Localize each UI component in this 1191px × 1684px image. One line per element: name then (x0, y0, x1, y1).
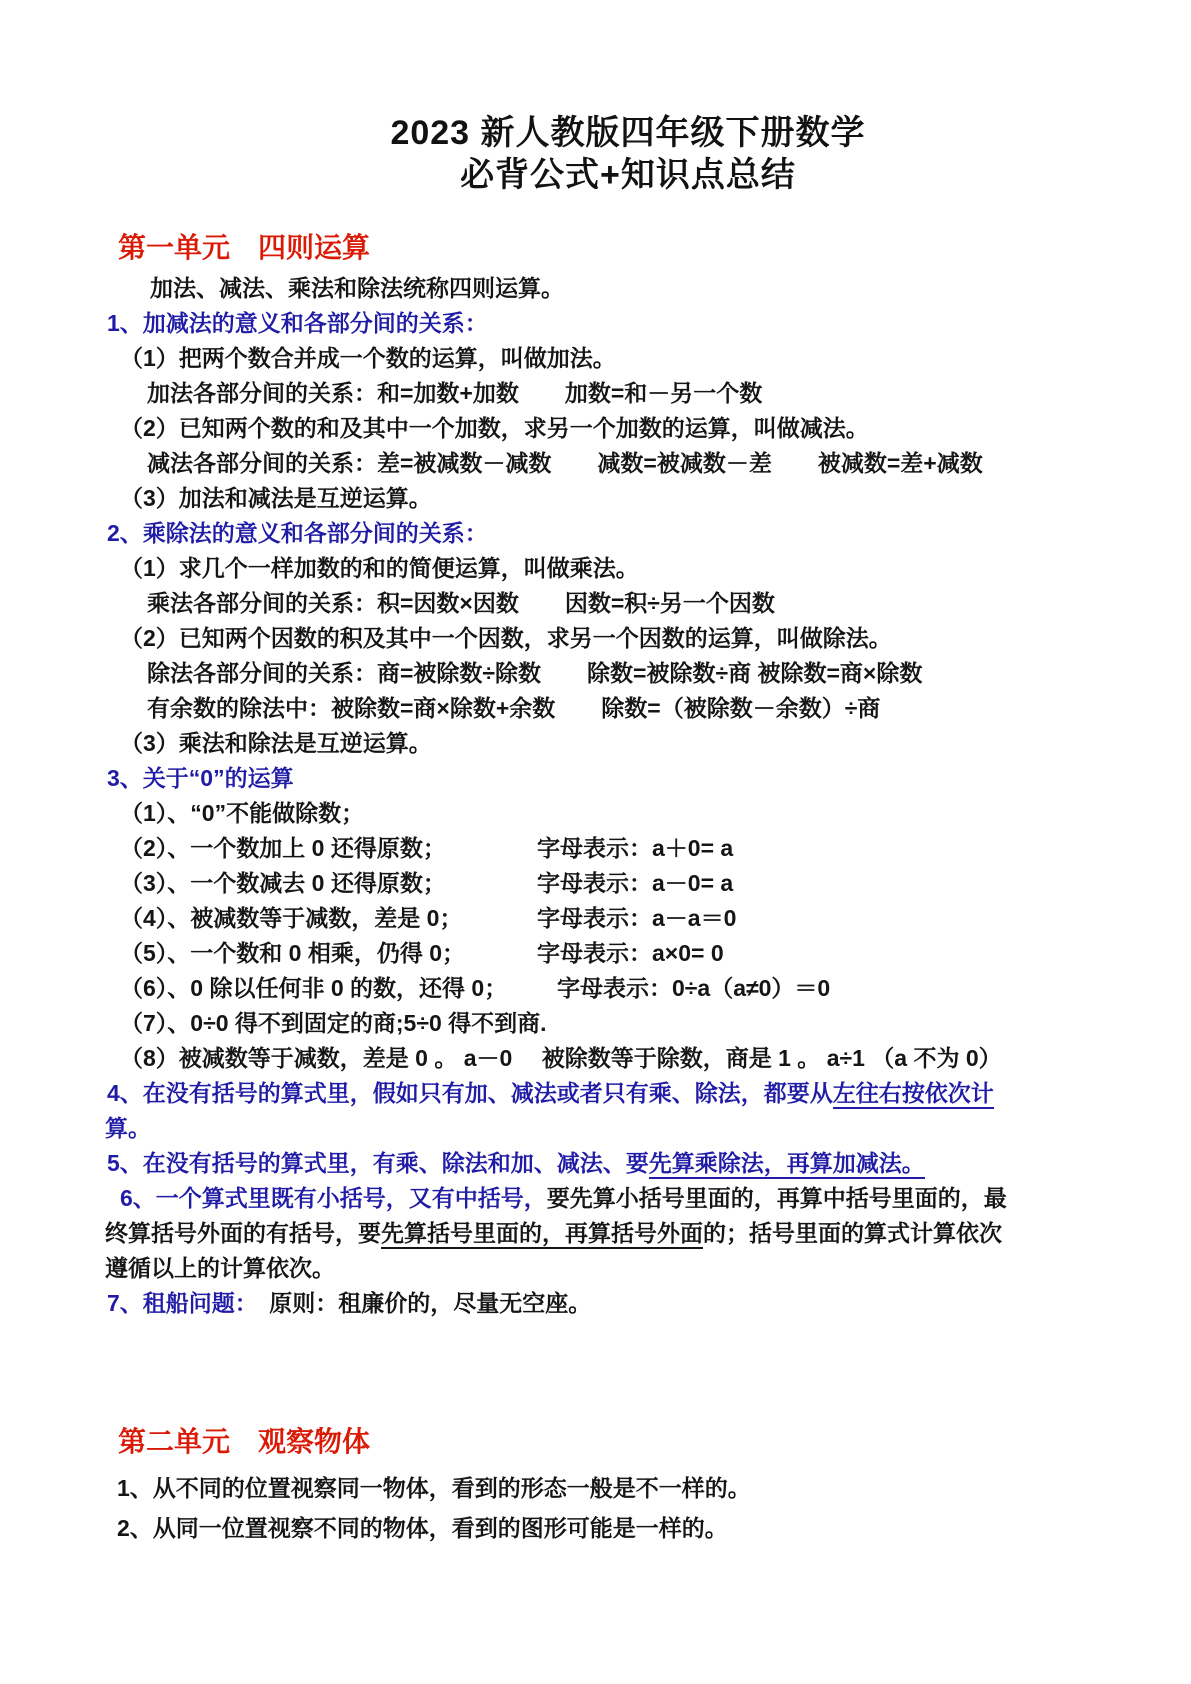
text-segment: （6）、0 除以任何非 0 的数，还得 0； (120, 975, 508, 1001)
text-segment: 加法各部分间的关系：和=加数+加数 加数=和－另一个数 (147, 380, 763, 406)
text-line (105, 726, 1151, 761)
text-segment: （3）加法和减法是互逆运算。 (120, 485, 432, 511)
text-segment: 乘法各部分间的关系：积=因数×因数 因数=积÷另一个因数 (147, 590, 775, 616)
wrap-line (105, 1216, 1151, 1251)
wrap-line (105, 1111, 1151, 1146)
document-title-line-1: 2023 新人教版四年级下册数学 (390, 114, 866, 152)
text-segment: 1、加减法的意义和各部分间的关系： (107, 310, 488, 336)
text-segment: 2、乘除法的意义和各部分间的关系： (107, 520, 488, 546)
formula: 字母表示：a＋0= a (537, 835, 734, 861)
text-segment: 遵循以上的计算依次。 (105, 1255, 335, 1281)
formula-line (105, 691, 1151, 726)
text-line (105, 481, 1151, 516)
unit-2-heading: 第二单元 观察物体 (118, 1426, 371, 1457)
text-segment: （1）把两个数合并成一个数的运算，叫做加法。 (120, 345, 616, 371)
unit-1-heading: 第一单元 四则运算 (118, 232, 371, 263)
text-line (105, 901, 1151, 936)
formula: 字母表示：0÷a（a≠0）＝0 (557, 975, 831, 1001)
text-segment: 5、在没有括号的算式里，有乘、除法和加、减法、要 (107, 1150, 649, 1176)
text-segment: （2）已知两个数的和及其中一个加数，求另一个加数的运算，叫做减法。 (120, 415, 869, 441)
formula-line (105, 586, 1151, 621)
text-segment: 6、一个算式里既有小括号，又有中括号， (120, 1185, 547, 1211)
text-segment: 7、租船问题： (107, 1290, 247, 1316)
formula: 字母表示：a×0= 0 (537, 940, 724, 966)
formula: 字母表示：a－a＝0 (537, 905, 737, 931)
unit1-point-6 (105, 1181, 1151, 1216)
unit1-point-2 (105, 516, 1151, 551)
text-line (105, 341, 1151, 376)
text-segment: （5）、一个数和 0 相乘，仍得 0； (120, 940, 466, 966)
underlined-text: 先算括号里面的，再算括号外面 (381, 1220, 703, 1249)
document-title (105, 0, 1151, 196)
unit2-point-1 (105, 1468, 1151, 1508)
text-segment: 的；括号里面的算式计算依次 (703, 1220, 1002, 1246)
unit1-intro-line (105, 271, 1151, 306)
text-line (105, 971, 1151, 1006)
text-line (105, 1006, 1151, 1041)
text-line (105, 411, 1151, 446)
text-segment: 加法、减法、乘法和除法统称四则运算。 (150, 275, 564, 301)
text-line (105, 551, 1151, 586)
text-segment: （1）、“0”不能做除数； (120, 800, 365, 826)
text-segment: 要先算小括号里面的，再算中括号里面的，最 (546, 1185, 1007, 1211)
text-segment: 1、从不同的位置视察同一物体，看到的形态一般是不一样的。 (117, 1475, 751, 1501)
unit2-point-2 (105, 1508, 1151, 1548)
text-line (105, 866, 1151, 901)
text-segment: （8）被减数等于减数，差是 0 。 a－0 被除数等于除数，商是 1 。 a÷1 （a 不为 0） (120, 1045, 1002, 1071)
text-line (105, 796, 1151, 831)
text-segment: 终算括号外面的有括号，要 (105, 1220, 381, 1246)
text-segment: （4）、被减数等于减数，差是 0； (120, 905, 463, 931)
formula-line (105, 446, 1151, 481)
text-segment: 算。 (105, 1115, 151, 1141)
formula: 字母表示：a－0= a (537, 870, 734, 896)
unit1-point-5 (105, 1146, 1151, 1181)
text-line (105, 936, 1151, 971)
document-title-line-2: 必背公式+知识点总结 (460, 156, 796, 194)
unit1-point-3 (105, 761, 1151, 796)
unit1-point-7 (105, 1286, 1151, 1321)
text-segment: 原则：租廉价的，尽量无空座。 (246, 1290, 592, 1316)
text-segment: 3、关于“0”的运算 (107, 765, 294, 791)
text-segment: （1）求几个一样加数的和的简便运算，叫做乘法。 (120, 555, 639, 581)
text-line (105, 1041, 1151, 1076)
underlined-text: 先算乘除法，再算加减法。 (649, 1150, 925, 1179)
text-segment: 2、从同一位置视察不同的物体，看到的图形可能是一样的。 (117, 1515, 728, 1541)
wrap-line (105, 1251, 1151, 1286)
text-segment: 有余数的除法中：被除数=商×除数+余数 除数=（被除数－余数）÷商 (147, 695, 881, 721)
text-segment: 除法各部分间的关系：商=被除数÷除数 除数=被除数÷商 被除数=商×除数 (147, 660, 923, 686)
text-segment: （3）乘法和除法是互逆运算。 (120, 730, 432, 756)
text-line (105, 831, 1151, 866)
unit1-point-1 (105, 306, 1151, 341)
text-segment: （7）、0÷0 得不到固定的商;5÷0 得不到商. (120, 1010, 547, 1036)
text-segment: （2）已知两个因数的积及其中一个因数，求另一个因数的运算，叫做除法。 (120, 625, 892, 651)
text-segment: 减法各部分间的关系：差=被减数－减数 减数=被减数－差 被减数=差+减数 (147, 450, 983, 476)
unit1-point-4 (105, 1076, 1151, 1111)
underlined-text: 左往右按依次计 (833, 1080, 994, 1109)
formula-line (105, 656, 1151, 691)
text-segment: （2）、一个数加上 0 还得原数； (120, 835, 446, 861)
formula-line (105, 376, 1151, 411)
text-segment: 4、在没有括号的算式里，假如只有加、减法或者只有乘、除法，都要从 (107, 1080, 833, 1106)
text-line (105, 621, 1151, 656)
text-segment: （3）、一个数减去 0 还得原数； (120, 870, 446, 896)
